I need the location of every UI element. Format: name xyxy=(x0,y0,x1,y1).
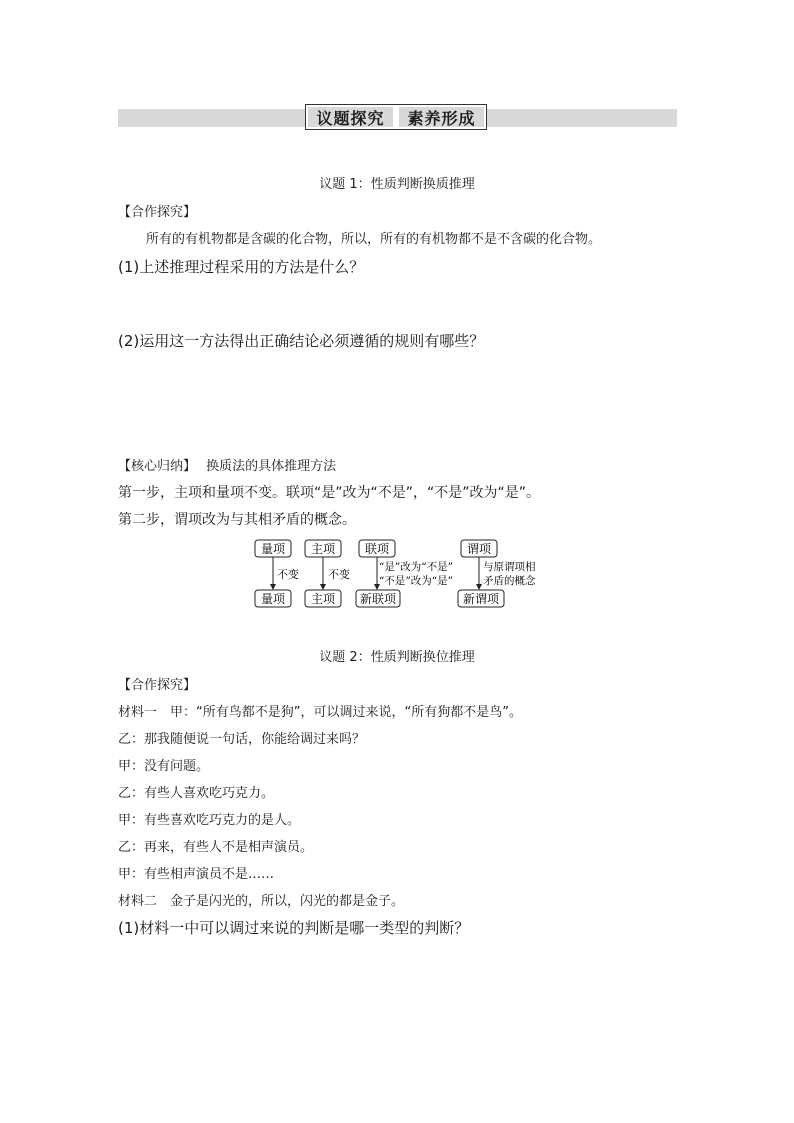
conversion-diagram xyxy=(250,537,550,612)
summary-header xyxy=(118,455,336,474)
topic1-material: 所有的有机物都是含碳的化合物，所以，所有的有机物都不是不含碳的化合物。 xyxy=(146,232,602,247)
label-predicate-top: 谓项 xyxy=(466,542,492,556)
topic1-question-2: (2)运用这一方法得出正确结论必须遵循的规则有哪些？ xyxy=(118,332,485,350)
banner-left-title: 议题探究 xyxy=(308,107,393,127)
summary-title: 换质法的具体推理方法 xyxy=(206,459,337,474)
label-copula-top: 联项 xyxy=(364,542,390,556)
banner-right-title: 素养形成 xyxy=(399,107,484,127)
topic2-line: 材料一 甲：“所有鸟都不是狗”，可以调过来说，“所有狗都不是鸟”。 xyxy=(118,705,522,720)
summary-tag: 【核心归纳】 xyxy=(118,459,197,474)
topic2-tag: 【合作探究】 xyxy=(118,678,197,693)
label-quantity-top: 量项 xyxy=(260,542,286,556)
topic1-tag: 【合作探究】 xyxy=(118,205,197,220)
topic2-line: 甲：有些相声演员不是…… xyxy=(118,867,275,882)
label-predicate-change-1: 与原谓项相 xyxy=(483,561,536,573)
label-copula-change-2: “不是”改为“是” xyxy=(379,575,453,587)
topic2-line: 材料二 金子是闪光的，所以，闪光的都是金子。 xyxy=(118,894,405,909)
topic2-line: 乙：有些人喜欢吃巧克力。 xyxy=(118,786,275,801)
topic2-line: 甲：有些喜欢吃巧克力的是人。 xyxy=(118,813,301,828)
label-subject-bottom: 主项 xyxy=(310,592,336,606)
summary-step-2: 第二步，谓项改为与其相矛盾的概念。 xyxy=(118,512,356,528)
label-unchanged-quantity: 不变 xyxy=(277,568,299,581)
topic1-title: 议题 1：性质判断换质推理 xyxy=(319,177,475,192)
summary-step-1: 第一步，主项和量项不变。联项“是”改为“不是”，“不是”改为“是”。 xyxy=(118,485,541,501)
label-predicate-change-2: 矛盾的概念 xyxy=(483,575,536,587)
label-subject-top: 主项 xyxy=(310,542,336,556)
label-unchanged-subject: 不变 xyxy=(328,568,350,581)
label-copula-change-1: “是”改为“不是” xyxy=(379,561,453,573)
topic2-question-1: (1)材料一中可以调过来说的判断是哪一类型的判断？ xyxy=(118,919,470,937)
label-quantity-bottom: 量项 xyxy=(260,592,286,606)
topic2-line: 甲：没有问题。 xyxy=(118,759,210,774)
topic2-line: 乙：那我随便说一句话，你能给调过来吗？ xyxy=(118,732,366,747)
label-predicate-bottom: 新谓项 xyxy=(462,592,500,606)
section-banner xyxy=(305,104,487,130)
topic2-title: 议题 2：性质判断换位推理 xyxy=(319,650,475,665)
topic1-question-1: (1)上述推理过程采用的方法是什么？ xyxy=(118,258,365,276)
topic2-line: 乙：再来，有些人不是相声演员。 xyxy=(118,840,314,855)
label-copula-bottom: 新联项 xyxy=(359,592,397,606)
